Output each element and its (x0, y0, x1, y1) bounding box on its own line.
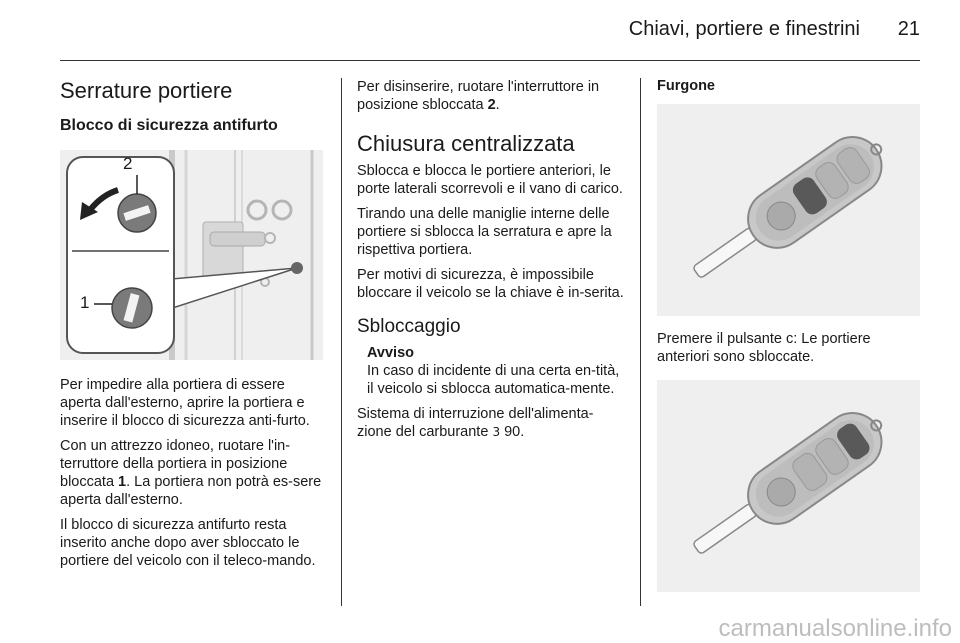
position-ref-1: 1 (118, 474, 127, 490)
paragraph-fuel-text: Sistema di interruzione dell'alimenta-zione del carburante (357, 406, 594, 440)
notice-title: Avviso (367, 345, 415, 361)
section-title-central-locking: Chiusura centralizzata (357, 131, 575, 156)
door-lock-illustration (60, 150, 323, 360)
header-title: Chiavi, portiere e finestrini (628, 18, 860, 40)
subsection-title-child-lock: Blocco di sicurezza antifurto (60, 117, 278, 134)
paragraph-inner-handles: Tirando una delle maniglie interne delle portiere si sblocca la serratura e apre la rispettiva portiera. (357, 206, 612, 258)
paragraph-lock-remains: Il blocco di sicurezza antifurto resta inserito anche dopo aver sbloccato le portiere del veicolo con il teleco-mando. (60, 517, 316, 569)
paragraph-rotate-switch (60, 437, 326, 509)
paragraph-press-unlock (657, 330, 920, 366)
subsection-title-unlocking: Sbloccaggio (357, 316, 461, 337)
section-title-door-locks: Serrature portiere (60, 78, 233, 103)
page-reference-icon: 3 (492, 425, 501, 439)
position-ref-2: 2 (487, 97, 496, 113)
notice-box (357, 344, 625, 398)
figure-label-1: 1 (80, 293, 90, 312)
column-divider-1 (341, 78, 342, 606)
paragraph-safety-key: Per motivi di sicurezza, è impossibile bloccare il veicolo se la chiave è in-serita. (357, 267, 624, 301)
watermark: carmanualsonline.info (718, 615, 952, 642)
key-fob-drawing-2 (657, 380, 920, 592)
door-lock-drawing (60, 150, 323, 360)
page-number: 21 (897, 18, 920, 40)
key-fob-drawing-1 (657, 104, 920, 316)
page-reference-number: 90. (504, 424, 525, 440)
paragraph-disengage (357, 78, 625, 114)
column-divider-2 (640, 78, 641, 606)
paragraph-rotate-text: Con un attrezzo idoneo, ruotare l'in-terruttore della portiera in posizione bloccata (60, 438, 291, 490)
column-2 (357, 78, 625, 441)
paragraph-fuel-cutoff (357, 405, 625, 441)
paragraph-press-text-end: : Le portiere anteriori sono sbloccate. (657, 331, 871, 365)
column-1 (60, 78, 326, 570)
notice-text: In caso di incidente di una certa en-tità, il veicolo si sblocca automatica-mente. (367, 363, 620, 397)
figure-label-2: 2 (123, 154, 133, 173)
paragraph-disengage-text: Per disinserire, ruotare l'interruttore in posizione sbloccata (357, 79, 600, 113)
key-fob-illustration-1 (657, 104, 920, 316)
subsection-title-van: Furgone (657, 78, 715, 94)
key-fob-illustration-2 (657, 380, 920, 592)
paragraph-prevent-opening: Per impedire alla portiera di essere aperta dall'esterno, aprire la portiera e inserire il blocco di sicurezza anti-furto. (60, 377, 310, 429)
unlock-button-symbol-icon: c (785, 331, 794, 347)
header-divider (60, 60, 920, 61)
paragraph-press-text: Premere il pulsante (657, 331, 782, 347)
paragraph-rotate-text-end: . La portiera non potrà es-sere aperta dall'esterno. (60, 474, 322, 508)
column-3 (657, 78, 920, 592)
paragraph-central-locking: Sblocca e blocca le portiere anteriori, le porte laterali scorrevoli e il vano di carico. (357, 163, 623, 197)
paragraph-disengage-end: . (495, 97, 500, 113)
